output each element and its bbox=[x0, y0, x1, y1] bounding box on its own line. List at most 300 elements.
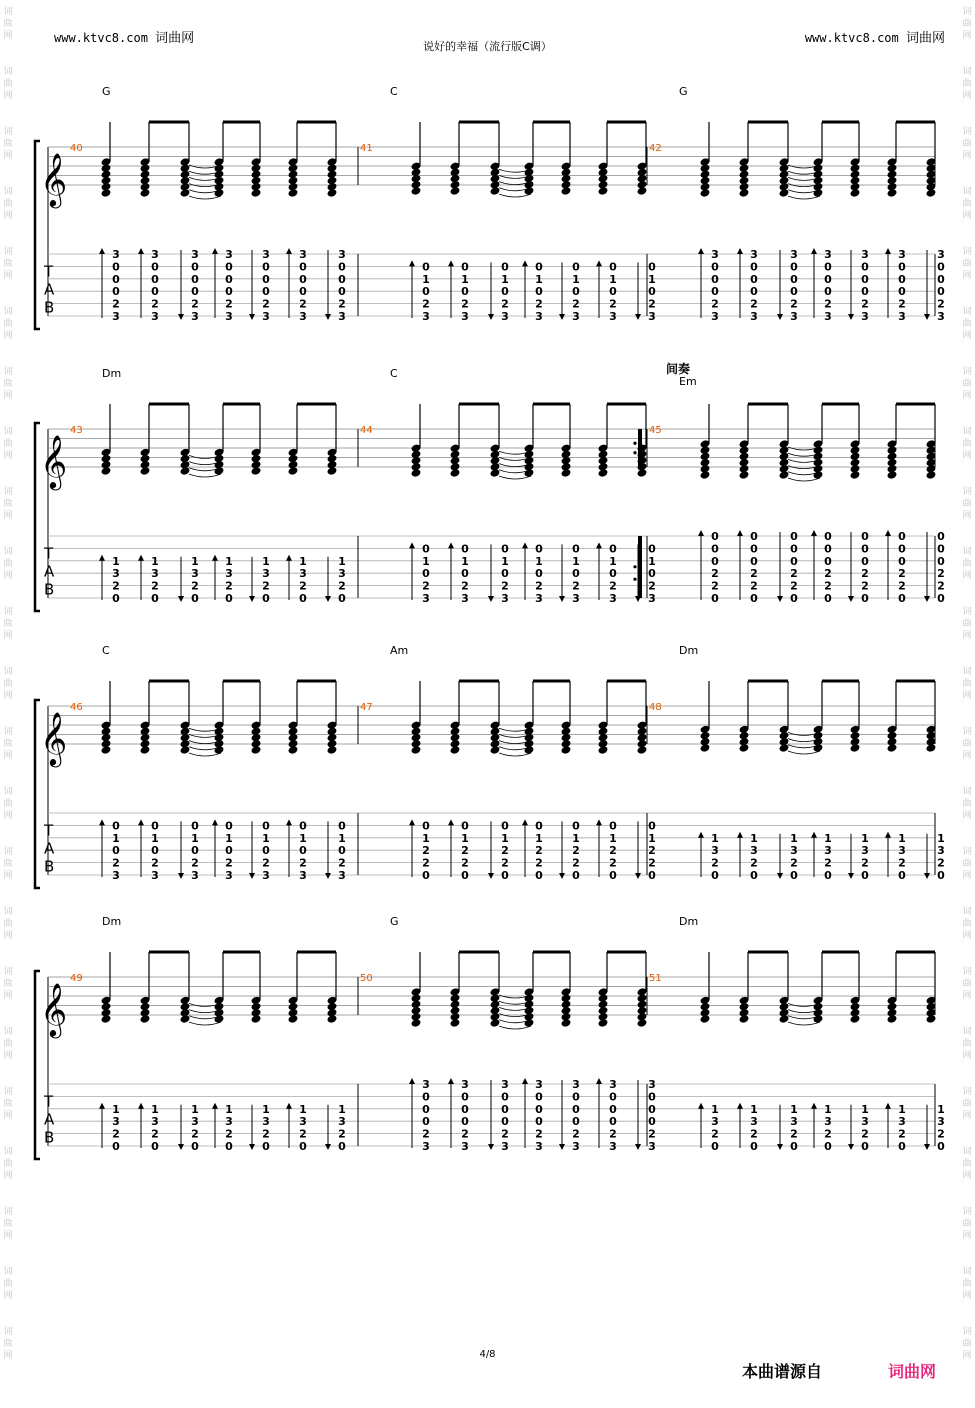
watermark-char: 网 bbox=[3, 1231, 13, 1241]
strum-down-arrow-icon bbox=[212, 555, 218, 561]
watermark-char: 曲 bbox=[3, 259, 13, 269]
tab-fret-number: 0 bbox=[861, 260, 869, 274]
tab-fret-number: 3 bbox=[937, 310, 945, 323]
tab-fret-number: 3 bbox=[151, 248, 159, 261]
watermark-char: 词 bbox=[962, 667, 972, 677]
tab-fret-number: 0 bbox=[225, 272, 233, 286]
tab-fret-number: 1 bbox=[461, 831, 469, 845]
tab-fret-number: 0 bbox=[790, 272, 798, 286]
measure-number: 49 bbox=[70, 973, 83, 984]
tab-fret-number: 2 bbox=[299, 579, 307, 593]
tab-fret-number: 2 bbox=[898, 567, 906, 581]
tab-fret-number: 2 bbox=[191, 1127, 199, 1141]
tab-fret-number: 0 bbox=[191, 844, 199, 858]
tab-fret-number: 3 bbox=[898, 1115, 906, 1129]
section-label: 间奏 bbox=[666, 362, 691, 376]
tab-label-letter: B bbox=[44, 857, 55, 876]
tab-fret-number: 1 bbox=[609, 554, 617, 568]
tab-fret-number: 0 bbox=[861, 530, 869, 543]
watermark-char: 网 bbox=[3, 151, 13, 161]
tab-label-letter: T bbox=[44, 1092, 54, 1111]
watermark-char: 网 bbox=[3, 1111, 13, 1121]
tab-label-letter: T bbox=[44, 544, 54, 563]
watermark-char: 网 bbox=[962, 991, 972, 1001]
tab-fret-number: 1 bbox=[461, 554, 469, 568]
tab-fret-number: 2 bbox=[501, 856, 509, 870]
tab-fret-number: 3 bbox=[299, 1115, 307, 1129]
tab-fret-number: 0 bbox=[711, 592, 719, 605]
tab-fret-number: 2 bbox=[572, 297, 580, 311]
watermark-char: 词 bbox=[3, 427, 13, 437]
watermark-char: 网 bbox=[3, 871, 13, 881]
strum-up-arrow-icon bbox=[848, 314, 854, 320]
watermark-char: 网 bbox=[962, 271, 972, 281]
tab-fret-number: 1 bbox=[262, 831, 270, 845]
tab-fret-number: 2 bbox=[299, 856, 307, 870]
tab-fret-number: 0 bbox=[535, 260, 543, 274]
tab-fret-number: 0 bbox=[299, 592, 307, 605]
tab-fret-number: 0 bbox=[572, 819, 580, 833]
page-number: 4/8 bbox=[479, 1349, 496, 1360]
tab-label-letter: A bbox=[44, 1110, 55, 1129]
tab-fret-number: 0 bbox=[191, 1140, 199, 1153]
watermark-char: 曲 bbox=[962, 919, 972, 929]
tab-fret-number: 2 bbox=[262, 856, 270, 870]
watermark-char: 网 bbox=[3, 451, 13, 461]
tie-arc bbox=[189, 753, 221, 756]
watermark-char: 词 bbox=[3, 667, 13, 677]
watermark-char: 网 bbox=[962, 451, 972, 461]
watermark-char: 词 bbox=[3, 607, 13, 617]
tab-fret-number: 1 bbox=[191, 1102, 199, 1116]
tab-fret-number: 2 bbox=[151, 856, 159, 870]
tab-fret-number: 2 bbox=[861, 579, 869, 593]
strum-down-arrow-icon bbox=[737, 248, 743, 254]
tab-fret-number: 2 bbox=[711, 856, 719, 870]
tab-fret-number: 0 bbox=[648, 1102, 656, 1116]
watermark-char: 词 bbox=[962, 1327, 972, 1337]
tab-fret-number: 3 bbox=[225, 567, 233, 581]
tab-fret-number: 3 bbox=[422, 1140, 430, 1153]
tab-fret-number: 2 bbox=[112, 856, 120, 870]
tab-fret-number: 0 bbox=[572, 1115, 580, 1129]
tab-fret-number: 1 bbox=[112, 1102, 120, 1116]
strum-up-arrow-icon bbox=[325, 873, 331, 879]
tab-fret-number: 2 bbox=[750, 579, 758, 593]
strum-up-arrow-icon bbox=[635, 873, 641, 879]
tab-fret-number: 0 bbox=[572, 542, 580, 556]
watermark-char: 词 bbox=[3, 547, 13, 557]
tab-fret-number: 2 bbox=[461, 579, 469, 593]
watermark-char: 词 bbox=[962, 727, 972, 737]
strum-up-arrow-icon bbox=[325, 1144, 331, 1150]
strum-down-arrow-icon bbox=[698, 530, 704, 536]
watermark-char: 曲 bbox=[3, 1219, 13, 1229]
tab-fret-number: 0 bbox=[572, 1090, 580, 1104]
watermark-char: 词 bbox=[962, 427, 972, 437]
tab-fret-number: 3 bbox=[461, 310, 469, 323]
tab-fret-number: 2 bbox=[461, 844, 469, 858]
tab-fret-number: 2 bbox=[937, 1127, 945, 1141]
tab-fret-number: 0 bbox=[609, 285, 617, 299]
tab-fret-number: 0 bbox=[501, 819, 509, 833]
watermark-char: 曲 bbox=[3, 739, 13, 749]
tab-fret-number: 1 bbox=[861, 831, 869, 845]
strum-up-arrow-icon bbox=[488, 1144, 494, 1150]
tab-fret-number: 2 bbox=[422, 1127, 430, 1141]
tab-fret-number: 1 bbox=[609, 272, 617, 286]
strum-down-arrow-icon bbox=[138, 248, 144, 254]
tab-fret-number: 3 bbox=[262, 310, 270, 323]
watermark-char: 词 bbox=[962, 367, 972, 377]
tab-fret-number: 2 bbox=[937, 567, 945, 581]
tab-fret-number: 0 bbox=[338, 260, 346, 274]
tab-fret-number: 0 bbox=[225, 285, 233, 299]
tab-fret-number: 3 bbox=[262, 248, 270, 261]
tab-fret-number: 1 bbox=[535, 272, 543, 286]
watermark-char: 曲 bbox=[3, 499, 13, 509]
tab-fret-number: 0 bbox=[937, 592, 945, 605]
tab-fret-number: 0 bbox=[750, 542, 758, 556]
tab-fret-number: 0 bbox=[112, 285, 120, 299]
tab-label-letter: A bbox=[44, 562, 55, 581]
tab-label-letter: A bbox=[44, 839, 55, 858]
tab-fret-number: 2 bbox=[461, 856, 469, 870]
tab-label-letter: T bbox=[44, 821, 54, 840]
chord-name: C bbox=[102, 644, 110, 657]
tab-fret-number: 3 bbox=[790, 310, 798, 323]
tab-fret-number: 3 bbox=[824, 844, 832, 858]
watermark-char: 曲 bbox=[962, 859, 972, 869]
watermark-char: 网 bbox=[962, 811, 972, 821]
tab-fret-number: 3 bbox=[338, 869, 346, 882]
measure-number: 40 bbox=[70, 143, 83, 154]
tie-arc bbox=[499, 194, 531, 197]
strum-up-arrow-icon bbox=[559, 314, 565, 320]
tab-fret-number: 3 bbox=[422, 592, 430, 605]
tab-fret-number: 1 bbox=[824, 1102, 832, 1116]
tab-fret-number: 1 bbox=[151, 554, 159, 568]
watermark-char: 曲 bbox=[3, 19, 13, 29]
tab-fret-number: 3 bbox=[824, 248, 832, 261]
measure-number: 51 bbox=[649, 973, 662, 984]
watermark-char: 曲 bbox=[3, 859, 13, 869]
tab-fret-number: 0 bbox=[191, 592, 199, 605]
tab-fret-number: 0 bbox=[151, 819, 159, 833]
tab-fret-number: 0 bbox=[338, 285, 346, 299]
tab-fret-number: 0 bbox=[711, 869, 719, 882]
strum-down-arrow-icon bbox=[448, 819, 454, 825]
measure-number: 48 bbox=[649, 702, 662, 713]
tab-fret-number: 2 bbox=[711, 567, 719, 581]
tab-fret-number: 0 bbox=[572, 567, 580, 581]
tab-fret-number: 0 bbox=[191, 285, 199, 299]
tab-fret-number: 0 bbox=[422, 567, 430, 581]
tab-fret-number: 2 bbox=[461, 1127, 469, 1141]
tab-fret-number: 3 bbox=[151, 869, 159, 882]
tab-fret-number: 3 bbox=[824, 310, 832, 323]
tab-fret-number: 2 bbox=[898, 1127, 906, 1141]
tab-fret-number: 0 bbox=[501, 567, 509, 581]
tab-fret-number: 3 bbox=[191, 567, 199, 581]
watermark-char: 曲 bbox=[962, 79, 972, 89]
tab-fret-number: 1 bbox=[225, 554, 233, 568]
tab-label-letter: B bbox=[44, 580, 55, 599]
tab-fret-number: 2 bbox=[790, 567, 798, 581]
tab-fret-number: 2 bbox=[790, 856, 798, 870]
tab-fret-number: 0 bbox=[191, 272, 199, 286]
tab-fret-number: 2 bbox=[648, 297, 656, 311]
tie-arc bbox=[788, 196, 820, 199]
tab-fret-number: 3 bbox=[711, 248, 719, 261]
header-url-right: www.ktvc8.com bbox=[804, 31, 899, 45]
strum-down-arrow-icon bbox=[448, 260, 454, 266]
strum-down-arrow-icon bbox=[811, 530, 817, 536]
tab-fret-number: 3 bbox=[225, 869, 233, 882]
tab-fret-number: 0 bbox=[937, 1140, 945, 1153]
tab-fret-number: 0 bbox=[299, 1140, 307, 1153]
watermark-char: 曲 bbox=[962, 139, 972, 149]
tab-fret-number: 3 bbox=[112, 567, 120, 581]
watermark-char: 网 bbox=[962, 31, 972, 41]
watermark-char: 网 bbox=[962, 151, 972, 161]
strum-up-arrow-icon bbox=[249, 314, 255, 320]
tab-fret-number: 1 bbox=[937, 1102, 945, 1116]
strum-down-arrow-icon bbox=[138, 555, 144, 561]
tab-fret-number: 2 bbox=[824, 856, 832, 870]
tab-fret-number: 0 bbox=[501, 285, 509, 299]
tab-fret-number: 0 bbox=[461, 869, 469, 882]
footer-brand: 词曲网 bbox=[888, 1362, 937, 1381]
watermark-char: 曲 bbox=[962, 439, 972, 449]
tab-fret-number: 0 bbox=[572, 1102, 580, 1116]
watermark-char: 网 bbox=[962, 91, 972, 101]
strum-down-arrow-icon bbox=[698, 1103, 704, 1109]
tab-fret-number: 2 bbox=[151, 297, 159, 311]
tab-fret-number: 1 bbox=[711, 831, 719, 845]
watermark-char: 词 bbox=[962, 787, 972, 797]
tab-fret-number: 2 bbox=[609, 1127, 617, 1141]
tab-fret-number: 1 bbox=[299, 554, 307, 568]
tab-fret-number: 3 bbox=[151, 1115, 159, 1129]
tab-fret-number: 2 bbox=[898, 856, 906, 870]
strum-down-arrow-icon bbox=[737, 1103, 743, 1109]
tab-fret-number: 2 bbox=[572, 1127, 580, 1141]
tab-fret-number: 0 bbox=[338, 592, 346, 605]
tab-fret-number: 3 bbox=[609, 592, 617, 605]
tab-fret-number: 2 bbox=[648, 1127, 656, 1141]
tab-fret-number: 0 bbox=[225, 592, 233, 605]
watermark-char: 曲 bbox=[3, 979, 13, 989]
tab-fret-number: 0 bbox=[262, 272, 270, 286]
strum-down-arrow-icon bbox=[596, 260, 602, 266]
tab-fret-number: 0 bbox=[225, 260, 233, 274]
watermark-char: 词 bbox=[962, 1087, 972, 1097]
strum-down-arrow-icon bbox=[409, 1078, 415, 1084]
tab-fret-number: 3 bbox=[898, 248, 906, 261]
tab-fret-number: 0 bbox=[648, 1090, 656, 1104]
tab-fret-number: 0 bbox=[861, 554, 869, 568]
tab-fret-number: 3 bbox=[299, 567, 307, 581]
tab-fret-number: 2 bbox=[648, 856, 656, 870]
tab-fret-number: 3 bbox=[861, 844, 869, 858]
tab-fret-number: 3 bbox=[151, 310, 159, 323]
tab-fret-number: 1 bbox=[299, 1102, 307, 1116]
watermark-char: 词 bbox=[962, 7, 972, 17]
tab-fret-number: 0 bbox=[572, 285, 580, 299]
tab-fret-number: 3 bbox=[501, 1078, 509, 1091]
tab-fret-number: 2 bbox=[191, 297, 199, 311]
tab-fret-number: 0 bbox=[572, 869, 580, 882]
tab-fret-number: 2 bbox=[609, 856, 617, 870]
strum-down-arrow-icon bbox=[286, 555, 292, 561]
tab-fret-number: 0 bbox=[898, 530, 906, 543]
tab-fret-number: 3 bbox=[191, 1115, 199, 1129]
watermark-char: 网 bbox=[3, 811, 13, 821]
watermark-char: 词 bbox=[962, 547, 972, 557]
tab-fret-number: 3 bbox=[225, 248, 233, 261]
tab-fret-number: 2 bbox=[861, 567, 869, 581]
strum-up-arrow-icon bbox=[635, 314, 641, 320]
tab-fret-number: 0 bbox=[262, 285, 270, 299]
chord-name: C bbox=[390, 85, 398, 98]
tab-fret-number: 0 bbox=[824, 1140, 832, 1153]
tab-fret-number: 1 bbox=[501, 554, 509, 568]
tab-fret-number: 1 bbox=[422, 272, 430, 286]
tab-fret-number: 1 bbox=[501, 831, 509, 845]
repeat-dot bbox=[633, 565, 636, 568]
tab-fret-number: 0 bbox=[790, 592, 798, 605]
tab-fret-number: 1 bbox=[338, 1102, 346, 1116]
tab-fret-number: 2 bbox=[422, 579, 430, 593]
tab-fret-number: 3 bbox=[861, 1115, 869, 1129]
strum-down-arrow-icon bbox=[522, 542, 528, 548]
tab-fret-number: 0 bbox=[501, 1102, 509, 1116]
strum-up-arrow-icon bbox=[249, 596, 255, 602]
tab-fret-number: 2 bbox=[338, 297, 346, 311]
tab-fret-number: 0 bbox=[338, 1140, 346, 1153]
strum-down-arrow-icon bbox=[409, 260, 415, 266]
strum-up-arrow-icon bbox=[178, 596, 184, 602]
tab-fret-number: 0 bbox=[461, 1090, 469, 1104]
tab-fret-number: 1 bbox=[191, 831, 199, 845]
tab-fret-number: 1 bbox=[937, 831, 945, 845]
tab-fret-number: 1 bbox=[151, 1102, 159, 1116]
strum-down-arrow-icon bbox=[811, 248, 817, 254]
tab-fret-number: 3 bbox=[422, 310, 430, 323]
tab-fret-number: 2 bbox=[824, 579, 832, 593]
tab-label-letter: B bbox=[44, 1128, 55, 1147]
strum-up-arrow-icon bbox=[249, 1144, 255, 1150]
watermark-char: 词 bbox=[3, 727, 13, 737]
watermark-char: 词 bbox=[962, 607, 972, 617]
tab-fret-number: 3 bbox=[648, 1140, 656, 1153]
tab-fret-number: 3 bbox=[750, 248, 758, 261]
strum-down-arrow-icon bbox=[811, 1103, 817, 1109]
tab-fret-number: 0 bbox=[461, 542, 469, 556]
watermark-char: 网 bbox=[3, 511, 13, 521]
tab-fret-number: 1 bbox=[151, 831, 159, 845]
strum-down-arrow-icon bbox=[286, 248, 292, 254]
tab-fret-number: 0 bbox=[535, 819, 543, 833]
tab-fret-number: 3 bbox=[711, 310, 719, 323]
watermark-char: 词 bbox=[3, 1147, 13, 1157]
watermark-char: 曲 bbox=[3, 379, 13, 389]
tab-fret-number: 0 bbox=[824, 869, 832, 882]
watermark-char: 曲 bbox=[962, 979, 972, 989]
tab-fret-number: 0 bbox=[750, 530, 758, 543]
watermark-char: 词 bbox=[3, 7, 13, 17]
tab-fret-number: 3 bbox=[898, 844, 906, 858]
watermark-char: 网 bbox=[3, 931, 13, 941]
tab-fret-number: 0 bbox=[262, 592, 270, 605]
treble-clef-icon: 𝄞 bbox=[40, 152, 68, 206]
watermark-char: 曲 bbox=[3, 319, 13, 329]
tab-fret-number: 0 bbox=[861, 542, 869, 556]
tab-fret-number: 2 bbox=[824, 297, 832, 311]
chord-name: Am bbox=[390, 644, 409, 657]
tab-fret-number: 0 bbox=[338, 844, 346, 858]
watermark-char: 曲 bbox=[3, 1279, 13, 1289]
tie-arc bbox=[499, 476, 531, 479]
tab-fret-number: 1 bbox=[750, 831, 758, 845]
tab-fret-number: 3 bbox=[299, 310, 307, 323]
tab-fret-number: 1 bbox=[262, 1102, 270, 1116]
strum-down-arrow-icon bbox=[138, 1103, 144, 1109]
watermark-char: 词 bbox=[3, 367, 13, 377]
chord-name: G bbox=[390, 915, 399, 928]
tab-fret-number: 3 bbox=[790, 844, 798, 858]
watermark-char: 词 bbox=[3, 1327, 13, 1337]
tab-fret-number: 1 bbox=[648, 272, 656, 286]
tab-fret-number: 1 bbox=[338, 831, 346, 845]
tab-fret-number: 2 bbox=[750, 1127, 758, 1141]
tab-fret-number: 0 bbox=[711, 260, 719, 274]
tab-fret-number: 1 bbox=[535, 831, 543, 845]
tie-arc bbox=[499, 1026, 531, 1029]
watermark-char: 词 bbox=[3, 907, 13, 917]
watermark-char: 曲 bbox=[3, 1099, 13, 1109]
tab-fret-number: 0 bbox=[338, 819, 346, 833]
watermark-char: 曲 bbox=[3, 439, 13, 449]
tab-fret-number: 0 bbox=[535, 542, 543, 556]
tab-fret-number: 0 bbox=[609, 260, 617, 274]
strum-down-arrow-icon bbox=[522, 819, 528, 825]
tab-fret-number: 0 bbox=[861, 592, 869, 605]
tab-fret-number: 0 bbox=[937, 285, 945, 299]
watermark-char: 词 bbox=[962, 1027, 972, 1037]
strum-up-arrow-icon bbox=[924, 873, 930, 879]
watermark-char: 网 bbox=[962, 631, 972, 641]
tab-fret-number: 3 bbox=[572, 592, 580, 605]
tab-fret-number: 0 bbox=[112, 260, 120, 274]
tab-fret-number: 0 bbox=[750, 554, 758, 568]
chord-name: G bbox=[679, 85, 688, 98]
tab-fret-number: 0 bbox=[824, 285, 832, 299]
chord-name: Dm bbox=[679, 915, 699, 928]
tab-fret-number: 0 bbox=[648, 285, 656, 299]
strum-up-arrow-icon bbox=[559, 873, 565, 879]
watermark-char: 网 bbox=[3, 31, 13, 41]
tab-fret-number: 0 bbox=[151, 1140, 159, 1153]
watermark-char: 词 bbox=[962, 967, 972, 977]
tab-fret-number: 3 bbox=[112, 1115, 120, 1129]
tab-fret-number: 3 bbox=[750, 310, 758, 323]
tab-fret-number: 0 bbox=[225, 844, 233, 858]
watermark-char: 网 bbox=[3, 1351, 13, 1361]
tab-fret-number: 0 bbox=[422, 260, 430, 274]
strum-up-arrow-icon bbox=[559, 1144, 565, 1150]
